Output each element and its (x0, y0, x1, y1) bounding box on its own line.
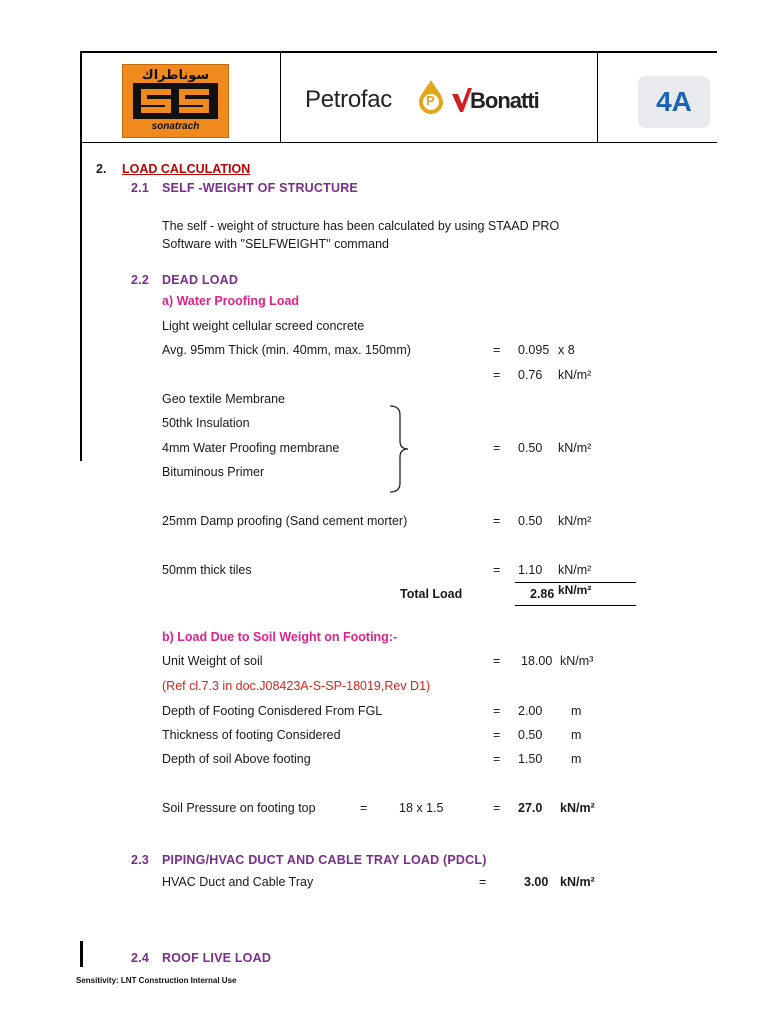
header-divider-1 (280, 51, 281, 143)
row-unit: kN/m² (558, 441, 592, 455)
row-value: 0.50 (518, 441, 543, 455)
soil-row-label: Depth of Footing Conisdered From FGL (162, 704, 383, 718)
pressure-expression: 18 x 1.5 (399, 801, 444, 815)
sensitivity-footer: Sensitivity: LNT Construction Internal Use (76, 976, 237, 985)
s24-title: ROOF LIVE LOAD (162, 951, 272, 965)
row-unit: x 8 (558, 343, 575, 357)
sonatrach-logo (122, 64, 229, 138)
header-divider-2 (597, 51, 598, 143)
soil-row-value: 1.50 (518, 752, 543, 766)
s24-number: 2.4 (131, 951, 149, 965)
row-label: 4mm Water Proofing membrane (162, 441, 340, 455)
pressure-unit: kN/m² (560, 801, 595, 815)
4a-logo-text: 4A (656, 86, 692, 117)
bonatti-check-icon (452, 88, 472, 117)
4a-logo (638, 76, 710, 128)
soil-row-unit: m (571, 752, 582, 766)
s23-unit: kN/m² (560, 875, 595, 889)
petrofac-logo-text: Petrofac (305, 86, 392, 113)
soil-row-equals: = (493, 752, 501, 766)
s23-label: HVAC Duct and Cable Tray (162, 875, 314, 889)
left-margin-mark (80, 941, 83, 967)
row-unit: kN/m² (558, 563, 592, 577)
total-label: Total Load (400, 587, 463, 601)
soil-row-unit: m (571, 704, 582, 718)
header-bottom-border (80, 142, 717, 143)
soil-row-equals: = (493, 728, 501, 742)
row-equals: = (493, 514, 501, 528)
row-equals: = (493, 343, 501, 357)
s21-number: 2.1 (131, 181, 149, 195)
pressure-label: Soil Pressure on footing top (162, 801, 316, 815)
row-equals: = (493, 441, 501, 455)
s22-sub-a: a) Water Proofing Load (162, 294, 300, 308)
s23-equals: = (479, 875, 487, 889)
row-value: 0.76 (518, 368, 543, 382)
s23-title: PIPING/HVAC DUCT AND CABLE TRAY LOAD (PDCL) (162, 853, 487, 867)
sonatrach-logo-arabic: سوناطراك (141, 67, 210, 82)
soil-row-value: 18.00 (521, 654, 553, 668)
s23-value: 3.00 (524, 875, 549, 889)
total-value: 2.86 (530, 587, 555, 601)
sonatrach-emblem-icon (133, 83, 218, 119)
s21-paragraph-line2: Software with "SELFWEIGHT" command (162, 237, 389, 251)
row-equals: = (493, 368, 501, 382)
row-label: Bituminous Primer (162, 465, 265, 479)
curly-brace-icon (388, 405, 412, 493)
total-unit: kN/m² (558, 583, 592, 597)
s23-number: 2.3 (131, 853, 149, 867)
row-value: 0.50 (518, 514, 543, 528)
header-top-border (80, 51, 717, 53)
row-unit: kN/m² (558, 514, 592, 528)
s21-paragraph-line1: The self - weight of structure has been calculated by using STAAD PRO (162, 219, 560, 233)
soil-row-equals: = (493, 654, 501, 668)
pressure-equals-1: = (360, 801, 368, 815)
section-number: 2. (96, 162, 107, 176)
pressure-equals-2: = (493, 801, 501, 815)
soil-row-equals: = (493, 704, 501, 718)
soil-row-value: 2.00 (518, 704, 543, 718)
row-label: 50mm thick tiles (162, 563, 252, 577)
soil-row-label: Depth of soil Above footing (162, 752, 311, 766)
soil-row-unit: m (571, 728, 582, 742)
soil-row-label: Unit Weight of soil (162, 654, 263, 668)
row-label: Geo textile Membrane (162, 392, 285, 406)
s21-title: SELF -WEIGHT OF STRUCTURE (162, 181, 358, 195)
sonatrach-logo-text: sonatrach (151, 121, 200, 132)
row-label: Avg. 95mm Thick (min. 40mm, max. 150mm) (162, 343, 411, 357)
petrofac-drop-letter: P (426, 93, 435, 108)
row-equals: = (493, 563, 501, 577)
row-value: 1.10 (518, 563, 543, 577)
header-left-border (80, 51, 82, 461)
row-label: 50thk Insulation (162, 416, 250, 430)
soil-row-label: Thickness of footing Considered (162, 728, 341, 742)
row-value: 0.095 (518, 343, 550, 357)
s22-title: DEAD LOAD (162, 273, 239, 287)
s22-sub-b: b) Load Due to Soil Weight on Footing:- (162, 630, 398, 644)
bonatti-logo-text: Bonatti (470, 88, 539, 113)
soil-row-value: 0.50 (518, 728, 543, 742)
row-label: 25mm Damp proofing (Sand cement morter) (162, 514, 408, 528)
row-label: Light weight cellular screed concrete (162, 319, 365, 333)
pressure-value: 27.0 (518, 801, 543, 815)
petrofac-drop-icon (417, 80, 445, 114)
row-unit: kN/m² (558, 368, 592, 382)
soil-row-unit: kN/m³ (560, 654, 594, 668)
s22-number: 2.2 (131, 273, 149, 287)
soil-reference: (Ref cl.7.3 in doc.J08423A-S-SP-18019,Rev D1) (162, 679, 431, 693)
section-title: LOAD CALCULATION (122, 162, 251, 176)
total-bottom-rule (515, 605, 636, 606)
